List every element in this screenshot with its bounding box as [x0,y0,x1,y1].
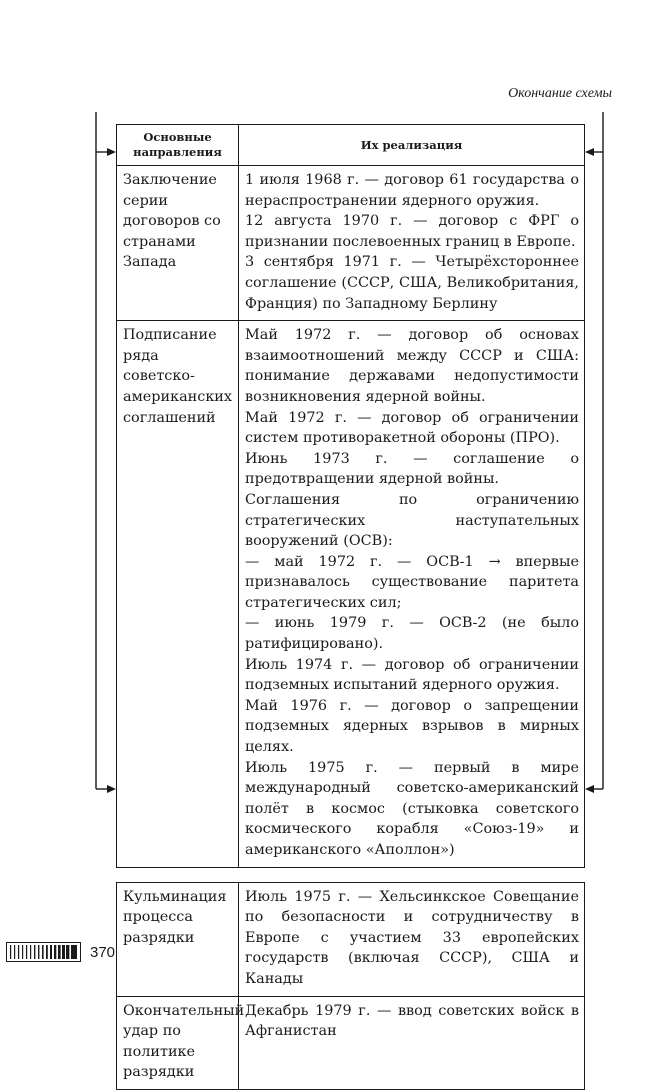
event-item: — июнь 1979 г. — ОСВ-2 (не было ратифицировано). [245,615,579,653]
scheme-table [116,124,585,1090]
left-arrowhead-1 [107,148,116,156]
scheme-caption: Окончание схемы [508,86,612,101]
table-row [117,166,585,321]
event-item: Май 1976 г. — договор о запрещении подземных ядерных взрывов в мирных целях. [245,697,579,756]
table-row [117,996,585,1089]
header-implementation: Их реализация [239,125,585,166]
table-header-row [117,125,585,166]
event-item: Июль 1974 г. — договор об ограничении подземных испытаний ядерного оружия. [245,656,579,694]
event-item: Соглашения по ограничению стратегических наступательных вооружений (ОСВ): [245,491,579,550]
table-gap [117,867,585,882]
right-arrowhead-1 [585,148,594,156]
implementation-cell [239,166,585,321]
right-arrowhead-2 [585,785,594,793]
event-item: 1 июля 1968 г. — договор 61 государства о нераспространении ядерного оружия. [245,172,579,209]
header-directions: Основные направления [117,125,239,166]
page-number: 370 [90,944,116,961]
left-arrowhead-2 [107,785,116,793]
event-item: Декабрь 1979 г. — ввод советских войск в Афганистан [245,1002,579,1040]
table-row [117,321,585,867]
footer-barcode-decoration [6,942,81,962]
direction-cell: Подписание ряда советско-американских соглашений [117,321,239,867]
direction-cell: Кульминация процесса разрядки [117,882,239,996]
implementation-cell [239,996,585,1089]
implementation-cell [239,882,585,996]
event-item: Июнь 1973 г. — соглашение о предотвращении ядерной войны. [245,450,579,488]
event-item: 3 сентября 1971 г. — Четырёхстороннее соглашение (СССР, США, Великобритания, Франция) по Западному Берлину [245,254,579,312]
event-item: 12 августа 1970 г. — договор с ФРГ о признании послевоенных границ в Европе. [245,213,579,250]
implementation-cell [239,321,585,867]
direction-cell: Окончательный удар по политике разрядки [117,996,239,1089]
event-item: Май 1972 г. — договор об ограничении систем противоракетной обороны (ПРО). [245,409,579,447]
event-item: Июль 1975 г. — первый в мире международный советско-американский полёт в космос (стыковка советского космического корабля «Союз-19» и американского «Аполлон») [245,759,579,858]
event-item: — май 1972 г. — ОСВ-1 → впервые признавалось существование паритета стратегических сил; [245,553,579,611]
event-item: Май 1972 г. — договор об основах взаимоотношений между СССР и США: понимание державами недопустимости возникновения ядерной войны. [245,327,579,405]
direction-cell: Заключение серии договоров со странами Запада [117,166,239,321]
table-row [117,882,585,996]
event-item: Июль 1975 г. — Хельсинкское Совещание по безопасности и сотрудничеству в Европе с участием 33 европейских государств (включая СССР), США и Канады [245,888,579,987]
